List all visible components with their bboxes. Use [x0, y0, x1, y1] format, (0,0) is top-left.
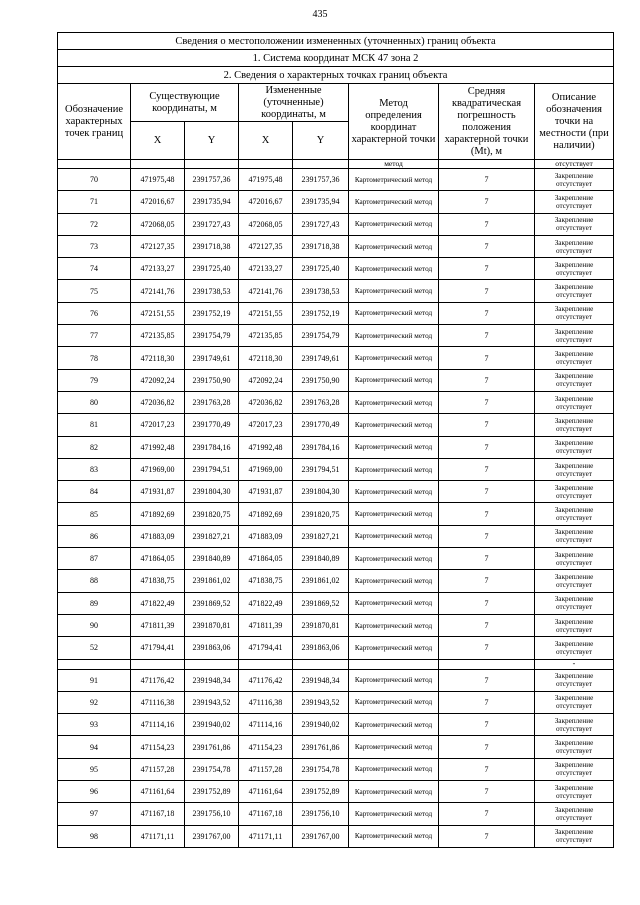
cell-changed-x: 471811,39	[239, 614, 293, 636]
cell-point-id: 93	[58, 714, 131, 736]
cell-accuracy: 7	[439, 669, 535, 691]
cell-point-id: 90	[58, 614, 131, 636]
cell-method: Картометрический метод	[349, 548, 439, 570]
table-row	[58, 191, 614, 213]
cell-point-id: 76	[58, 302, 131, 324]
cell-point-id: 86	[58, 525, 131, 547]
header-accuracy: Средняя квадратическая погрешность положения характерной точки (Mt), м	[439, 84, 535, 160]
cell-description: Закрепление отсутствует	[535, 369, 614, 391]
cell-existing-y: 2391725,40	[185, 258, 239, 280]
table-row	[58, 347, 614, 369]
cell-description: Закрепление отсутствует	[535, 235, 614, 257]
cell-accuracy: 7	[439, 191, 535, 213]
cell-existing-y: 2391761,86	[185, 736, 239, 758]
cell-accuracy: 7	[439, 803, 535, 825]
table-row	[58, 213, 614, 235]
cell-description: Закрепление отсутствует	[535, 570, 614, 592]
cell-accuracy: 7	[439, 525, 535, 547]
cell-method: Картометрический метод	[349, 414, 439, 436]
cell-existing-x: 472141,76	[131, 280, 185, 302]
cell-changed-y: 2391752,19	[293, 302, 349, 324]
table-row	[58, 570, 614, 592]
cell-accuracy: 7	[439, 714, 535, 736]
cell-accuracy: 7	[439, 758, 535, 780]
cell-method: Картометрический метод	[349, 570, 439, 592]
cell-point-id: 89	[58, 592, 131, 614]
cell-existing-x: 471975,48	[131, 169, 185, 191]
continuation-description: отсутствует	[535, 160, 614, 169]
cell-accuracy: 7	[439, 302, 535, 324]
cell-method: Картометрический метод	[349, 637, 439, 659]
cell-description: Закрепление отсутствует	[535, 347, 614, 369]
cell-changed-x: 471161,64	[239, 781, 293, 803]
cell-method: Картометрический метод	[349, 369, 439, 391]
cell-changed-y: 2391727,43	[293, 213, 349, 235]
header-description: Описание обозначения точки на местности (при наличии)	[535, 84, 614, 160]
cell-changed-y: 2391754,79	[293, 325, 349, 347]
cell-changed-y: 2391752,89	[293, 781, 349, 803]
cell-description: Закрепление отсутствует	[535, 481, 614, 503]
cell-changed-y: 2391827,21	[293, 525, 349, 547]
cell-accuracy: 7	[439, 369, 535, 391]
cell-point-id: 92	[58, 691, 131, 713]
cell-changed-y: 2391861,02	[293, 570, 349, 592]
cell-existing-y: 2391840,89	[185, 548, 239, 570]
cell-existing-x: 471794,41	[131, 637, 185, 659]
cell-existing-x: 471822,49	[131, 592, 185, 614]
cell-point-id: 74	[58, 258, 131, 280]
cell-existing-y: 2391754,79	[185, 325, 239, 347]
cell-accuracy: 7	[439, 436, 535, 458]
cell-existing-x: 471171,11	[131, 825, 185, 847]
header-designation: Обозначение характерных точек границ	[58, 84, 131, 160]
cell-description: Закрепление отсутствует	[535, 503, 614, 525]
cell-changed-x: 472036,82	[239, 391, 293, 413]
cell-method: Картометрический метод	[349, 503, 439, 525]
header-changed: Измененные (уточненные) координаты, м	[239, 84, 349, 122]
cell-existing-x: 472118,30	[131, 347, 185, 369]
cell-changed-x: 472151,55	[239, 302, 293, 324]
cell-changed-x: 472141,76	[239, 280, 293, 302]
cell-description: Закрепление отсутствует	[535, 637, 614, 659]
cell-existing-y: 2391757,36	[185, 169, 239, 191]
cell-method: Картометрический метод	[349, 258, 439, 280]
cell-changed-y: 2391718,38	[293, 235, 349, 257]
cell-changed-y: 2391948,34	[293, 669, 349, 691]
cell-changed-y: 2391820,75	[293, 503, 349, 525]
cell-description: Закрепление отсутствует	[535, 191, 614, 213]
cell-point-id: 78	[58, 347, 131, 369]
table-row	[58, 436, 614, 458]
cell-changed-y: 2391757,36	[293, 169, 349, 191]
cell-changed-x: 472092,24	[239, 369, 293, 391]
cell-description: Закрепление отсутствует	[535, 458, 614, 480]
cell-changed-x: 471167,18	[239, 803, 293, 825]
cell-existing-x: 472068,05	[131, 213, 185, 235]
cell-point-id: 81	[58, 414, 131, 436]
cell-changed-y: 2391735,94	[293, 191, 349, 213]
table-row	[58, 369, 614, 391]
cell-changed-y: 2391756,10	[293, 803, 349, 825]
header-existing: Существующие координаты, м	[131, 84, 239, 122]
cell-existing-x: 471864,05	[131, 548, 185, 570]
cell-point-id: 84	[58, 481, 131, 503]
cell-existing-y: 2391763,28	[185, 391, 239, 413]
cell-description: Закрепление отсутствует	[535, 714, 614, 736]
cell-point-id: 79	[58, 369, 131, 391]
cell-existing-x: 472151,55	[131, 302, 185, 324]
continuation-row	[58, 160, 614, 169]
cell-changed-x: 471883,09	[239, 525, 293, 547]
table-row	[58, 391, 614, 413]
cell-existing-y: 2391784,16	[185, 436, 239, 458]
cell-changed-y: 2391770,49	[293, 414, 349, 436]
table-row	[58, 503, 614, 525]
table-row	[58, 691, 614, 713]
cell-description: Закрепление отсутствует	[535, 258, 614, 280]
cell-point-id: 91	[58, 669, 131, 691]
cell-accuracy: 7	[439, 280, 535, 302]
header-changed-y: Y	[293, 122, 349, 160]
table-row	[58, 714, 614, 736]
table-row	[58, 258, 614, 280]
cell-accuracy: 7	[439, 347, 535, 369]
cell-accuracy: 7	[439, 825, 535, 847]
cell-changed-x: 471157,28	[239, 758, 293, 780]
table-row	[58, 637, 614, 659]
cell-description: Закрепление отсутствует	[535, 736, 614, 758]
cell-changed-x: 472135,85	[239, 325, 293, 347]
cell-point-id: 52	[58, 637, 131, 659]
cell-description: Закрепление отсутствует	[535, 781, 614, 803]
cell-method: Картометрический метод	[349, 592, 439, 614]
cell-changed-x: 471992,48	[239, 436, 293, 458]
cell-description: Закрепление отсутствует	[535, 669, 614, 691]
cell-changed-y: 2391804,30	[293, 481, 349, 503]
cell-method: Картометрический метод	[349, 669, 439, 691]
boundary-points-table	[57, 32, 614, 848]
cell-existing-y: 2391767,00	[185, 825, 239, 847]
cell-accuracy: 7	[439, 637, 535, 659]
cell-existing-y: 2391770,49	[185, 414, 239, 436]
cell-changed-x: 471975,48	[239, 169, 293, 191]
cell-accuracy: 7	[439, 736, 535, 758]
coordinate-system-title: 1. Система координат МСК 47 зона 2	[58, 50, 614, 67]
cell-existing-y: 2391870,81	[185, 614, 239, 636]
cell-description: Закрепление отсутствует	[535, 302, 614, 324]
cell-point-id: 75	[58, 280, 131, 302]
table-separator	[58, 659, 614, 669]
cell-existing-x: 471114,16	[131, 714, 185, 736]
cell-existing-y: 2391738,53	[185, 280, 239, 302]
cell-existing-x: 471116,38	[131, 691, 185, 713]
cell-existing-y: 2391752,19	[185, 302, 239, 324]
cell-existing-x: 471161,64	[131, 781, 185, 803]
cell-existing-x: 472016,67	[131, 191, 185, 213]
cell-existing-x: 471811,39	[131, 614, 185, 636]
cell-accuracy: 7	[439, 548, 535, 570]
cell-changed-x: 472068,05	[239, 213, 293, 235]
cell-point-id: 88	[58, 570, 131, 592]
cell-existing-x: 472127,35	[131, 235, 185, 257]
cell-description: Закрепление отсутствует	[535, 169, 614, 191]
table-row	[58, 235, 614, 257]
table-row	[58, 669, 614, 691]
cell-changed-y: 2391870,81	[293, 614, 349, 636]
table-row	[58, 758, 614, 780]
cell-existing-x: 472036,82	[131, 391, 185, 413]
cell-changed-y: 2391840,89	[293, 548, 349, 570]
separator-row	[58, 659, 614, 669]
cell-existing-x: 471969,00	[131, 458, 185, 480]
cell-method: Картометрический метод	[349, 525, 439, 547]
cell-existing-x: 471154,23	[131, 736, 185, 758]
cell-changed-y: 2391750,90	[293, 369, 349, 391]
cell-method: Картометрический метод	[349, 736, 439, 758]
cell-existing-y: 2391827,21	[185, 525, 239, 547]
cell-accuracy: 7	[439, 235, 535, 257]
cell-point-id: 85	[58, 503, 131, 525]
cell-method: Картометрический метод	[349, 614, 439, 636]
cell-existing-y: 2391863,06	[185, 637, 239, 659]
cell-method: Картометрический метод	[349, 325, 439, 347]
cell-changed-x: 471838,75	[239, 570, 293, 592]
header-existing-x: X	[131, 122, 185, 160]
cell-existing-y: 2391948,34	[185, 669, 239, 691]
cell-existing-x: 471167,18	[131, 803, 185, 825]
cell-description: Закрепление отсутствует	[535, 614, 614, 636]
table-row	[58, 169, 614, 191]
cell-existing-x: 471931,87	[131, 481, 185, 503]
cell-description: Закрепление отсутствует	[535, 548, 614, 570]
cell-changed-y: 2391725,40	[293, 258, 349, 280]
cell-method: Картометрический метод	[349, 302, 439, 324]
cell-existing-x: 471992,48	[131, 436, 185, 458]
cell-changed-y: 2391749,61	[293, 347, 349, 369]
cell-changed-y: 2391794,51	[293, 458, 349, 480]
cell-point-id: 98	[58, 825, 131, 847]
cell-method: Картометрический метод	[349, 280, 439, 302]
table-row	[58, 458, 614, 480]
cell-method: Картометрический метод	[349, 781, 439, 803]
cell-description: Закрепление отсутствует	[535, 691, 614, 713]
cell-accuracy: 7	[439, 213, 535, 235]
cell-method: Картометрический метод	[349, 691, 439, 713]
cell-existing-y: 2391754,78	[185, 758, 239, 780]
cell-existing-x: 471176,42	[131, 669, 185, 691]
table-row	[58, 481, 614, 503]
cell-description: Закрепление отсутствует	[535, 825, 614, 847]
cell-point-id: 94	[58, 736, 131, 758]
table-title: Сведения о местоположении измененных (уточненных) границ объекта	[58, 33, 614, 50]
table-row	[58, 781, 614, 803]
table-row	[58, 592, 614, 614]
cell-changed-x: 471794,41	[239, 637, 293, 659]
cell-accuracy: 7	[439, 391, 535, 413]
cell-existing-x: 471892,69	[131, 503, 185, 525]
cell-point-id: 80	[58, 391, 131, 413]
cell-accuracy: 7	[439, 258, 535, 280]
cell-accuracy: 7	[439, 458, 535, 480]
cell-accuracy: 7	[439, 325, 535, 347]
cell-changed-x: 471176,42	[239, 669, 293, 691]
cell-existing-y: 2391750,90	[185, 369, 239, 391]
cell-point-id: 96	[58, 781, 131, 803]
cell-changed-x: 472127,35	[239, 235, 293, 257]
cell-accuracy: 7	[439, 592, 535, 614]
cell-existing-x: 472017,23	[131, 414, 185, 436]
separator-dash: -	[535, 659, 614, 669]
cell-accuracy: 7	[439, 414, 535, 436]
cell-changed-y: 2391763,28	[293, 391, 349, 413]
cell-changed-x: 471171,11	[239, 825, 293, 847]
cell-existing-y: 2391735,94	[185, 191, 239, 213]
cell-description: Закрепление отсутствует	[535, 758, 614, 780]
cell-method: Картометрический метод	[349, 347, 439, 369]
cell-description: Закрепление отсутствует	[535, 391, 614, 413]
cell-point-id: 71	[58, 191, 131, 213]
cell-changed-y: 2391943,52	[293, 691, 349, 713]
cell-changed-x: 471116,38	[239, 691, 293, 713]
cell-method: Картометрический метод	[349, 235, 439, 257]
cell-accuracy: 7	[439, 169, 535, 191]
cell-description: Закрепление отсутствует	[535, 436, 614, 458]
cell-existing-y: 2391943,52	[185, 691, 239, 713]
cell-description: Закрепление отсутствует	[535, 280, 614, 302]
cell-existing-x: 472133,27	[131, 258, 185, 280]
table-body-a	[58, 160, 614, 660]
cell-description: Закрепление отсутствует	[535, 414, 614, 436]
cell-changed-y: 2391940,02	[293, 714, 349, 736]
cell-method: Картометрический метод	[349, 436, 439, 458]
cell-existing-y: 2391749,61	[185, 347, 239, 369]
cell-method: Картометрический метод	[349, 481, 439, 503]
cell-method: Картометрический метод	[349, 391, 439, 413]
cell-point-id: 70	[58, 169, 131, 191]
table-row	[58, 803, 614, 825]
cell-existing-y: 2391718,38	[185, 235, 239, 257]
cell-existing-y: 2391940,02	[185, 714, 239, 736]
cell-existing-y: 2391804,30	[185, 481, 239, 503]
table-row	[58, 548, 614, 570]
continuation-method: метод	[349, 160, 439, 169]
cell-existing-x: 472092,24	[131, 369, 185, 391]
header-method: Метод определения координат характерной точки	[349, 84, 439, 160]
cell-existing-x: 471157,28	[131, 758, 185, 780]
cell-method: Картометрический метод	[349, 714, 439, 736]
cell-existing-y: 2391794,51	[185, 458, 239, 480]
cell-point-id: 77	[58, 325, 131, 347]
table-row	[58, 614, 614, 636]
cell-changed-x: 471969,00	[239, 458, 293, 480]
cell-changed-x: 471892,69	[239, 503, 293, 525]
cell-accuracy: 7	[439, 570, 535, 592]
cell-existing-x: 472135,85	[131, 325, 185, 347]
cell-existing-y: 2391752,89	[185, 781, 239, 803]
cell-existing-y: 2391756,10	[185, 803, 239, 825]
cell-existing-y: 2391727,43	[185, 213, 239, 235]
cell-changed-y: 2391761,86	[293, 736, 349, 758]
cell-method: Картометрический метод	[349, 758, 439, 780]
cell-changed-x: 471864,05	[239, 548, 293, 570]
cell-method: Картометрический метод	[349, 825, 439, 847]
cell-point-id: 97	[58, 803, 131, 825]
cell-changed-y: 2391869,52	[293, 592, 349, 614]
cell-description: Закрепление отсутствует	[535, 325, 614, 347]
cell-changed-x: 471822,49	[239, 592, 293, 614]
cell-point-id: 87	[58, 548, 131, 570]
cell-accuracy: 7	[439, 481, 535, 503]
cell-changed-y: 2391754,78	[293, 758, 349, 780]
cell-method: Картометрический метод	[349, 458, 439, 480]
cell-method: Картометрический метод	[349, 213, 439, 235]
cell-changed-y: 2391767,00	[293, 825, 349, 847]
cell-existing-x: 471838,75	[131, 570, 185, 592]
cell-changed-y: 2391863,06	[293, 637, 349, 659]
table-row	[58, 325, 614, 347]
page-number: 435	[312, 9, 328, 20]
cell-changed-x: 471931,87	[239, 481, 293, 503]
cell-point-id: 83	[58, 458, 131, 480]
cell-changed-x: 472016,67	[239, 191, 293, 213]
cell-existing-y: 2391820,75	[185, 503, 239, 525]
cell-existing-y: 2391861,02	[185, 570, 239, 592]
cell-description: Закрепление отсутствует	[535, 803, 614, 825]
cell-point-id: 73	[58, 235, 131, 257]
cell-description: Закрепление отсутствует	[535, 525, 614, 547]
cell-description: Закрепление отсутствует	[535, 592, 614, 614]
cell-changed-x: 472133,27	[239, 258, 293, 280]
cell-changed-y: 2391784,16	[293, 436, 349, 458]
cell-accuracy: 7	[439, 781, 535, 803]
table-body-b	[58, 669, 614, 847]
header-existing-y: Y	[185, 122, 239, 160]
cell-accuracy: 7	[439, 691, 535, 713]
cell-changed-x: 472118,30	[239, 347, 293, 369]
table-row	[58, 280, 614, 302]
cell-existing-x: 471883,09	[131, 525, 185, 547]
table-row	[58, 414, 614, 436]
cell-changed-x: 472017,23	[239, 414, 293, 436]
cell-existing-y: 2391869,52	[185, 592, 239, 614]
cell-point-id: 95	[58, 758, 131, 780]
table-row	[58, 736, 614, 758]
cell-accuracy: 7	[439, 503, 535, 525]
cell-description: Закрепление отсутствует	[535, 213, 614, 235]
cell-accuracy: 7	[439, 614, 535, 636]
cell-changed-x: 471154,23	[239, 736, 293, 758]
points-section-title: 2. Сведения о характерных точках границ объекта	[58, 67, 614, 84]
cell-method: Картометрический метод	[349, 191, 439, 213]
header-changed-x: X	[239, 122, 293, 160]
cell-method: Картометрический метод	[349, 169, 439, 191]
cell-point-id: 82	[58, 436, 131, 458]
cell-changed-y: 2391738,53	[293, 280, 349, 302]
table-row	[58, 825, 614, 847]
cell-point-id: 72	[58, 213, 131, 235]
table-row	[58, 525, 614, 547]
table-row	[58, 302, 614, 324]
cell-method: Картометрический метод	[349, 803, 439, 825]
cell-changed-x: 471114,16	[239, 714, 293, 736]
